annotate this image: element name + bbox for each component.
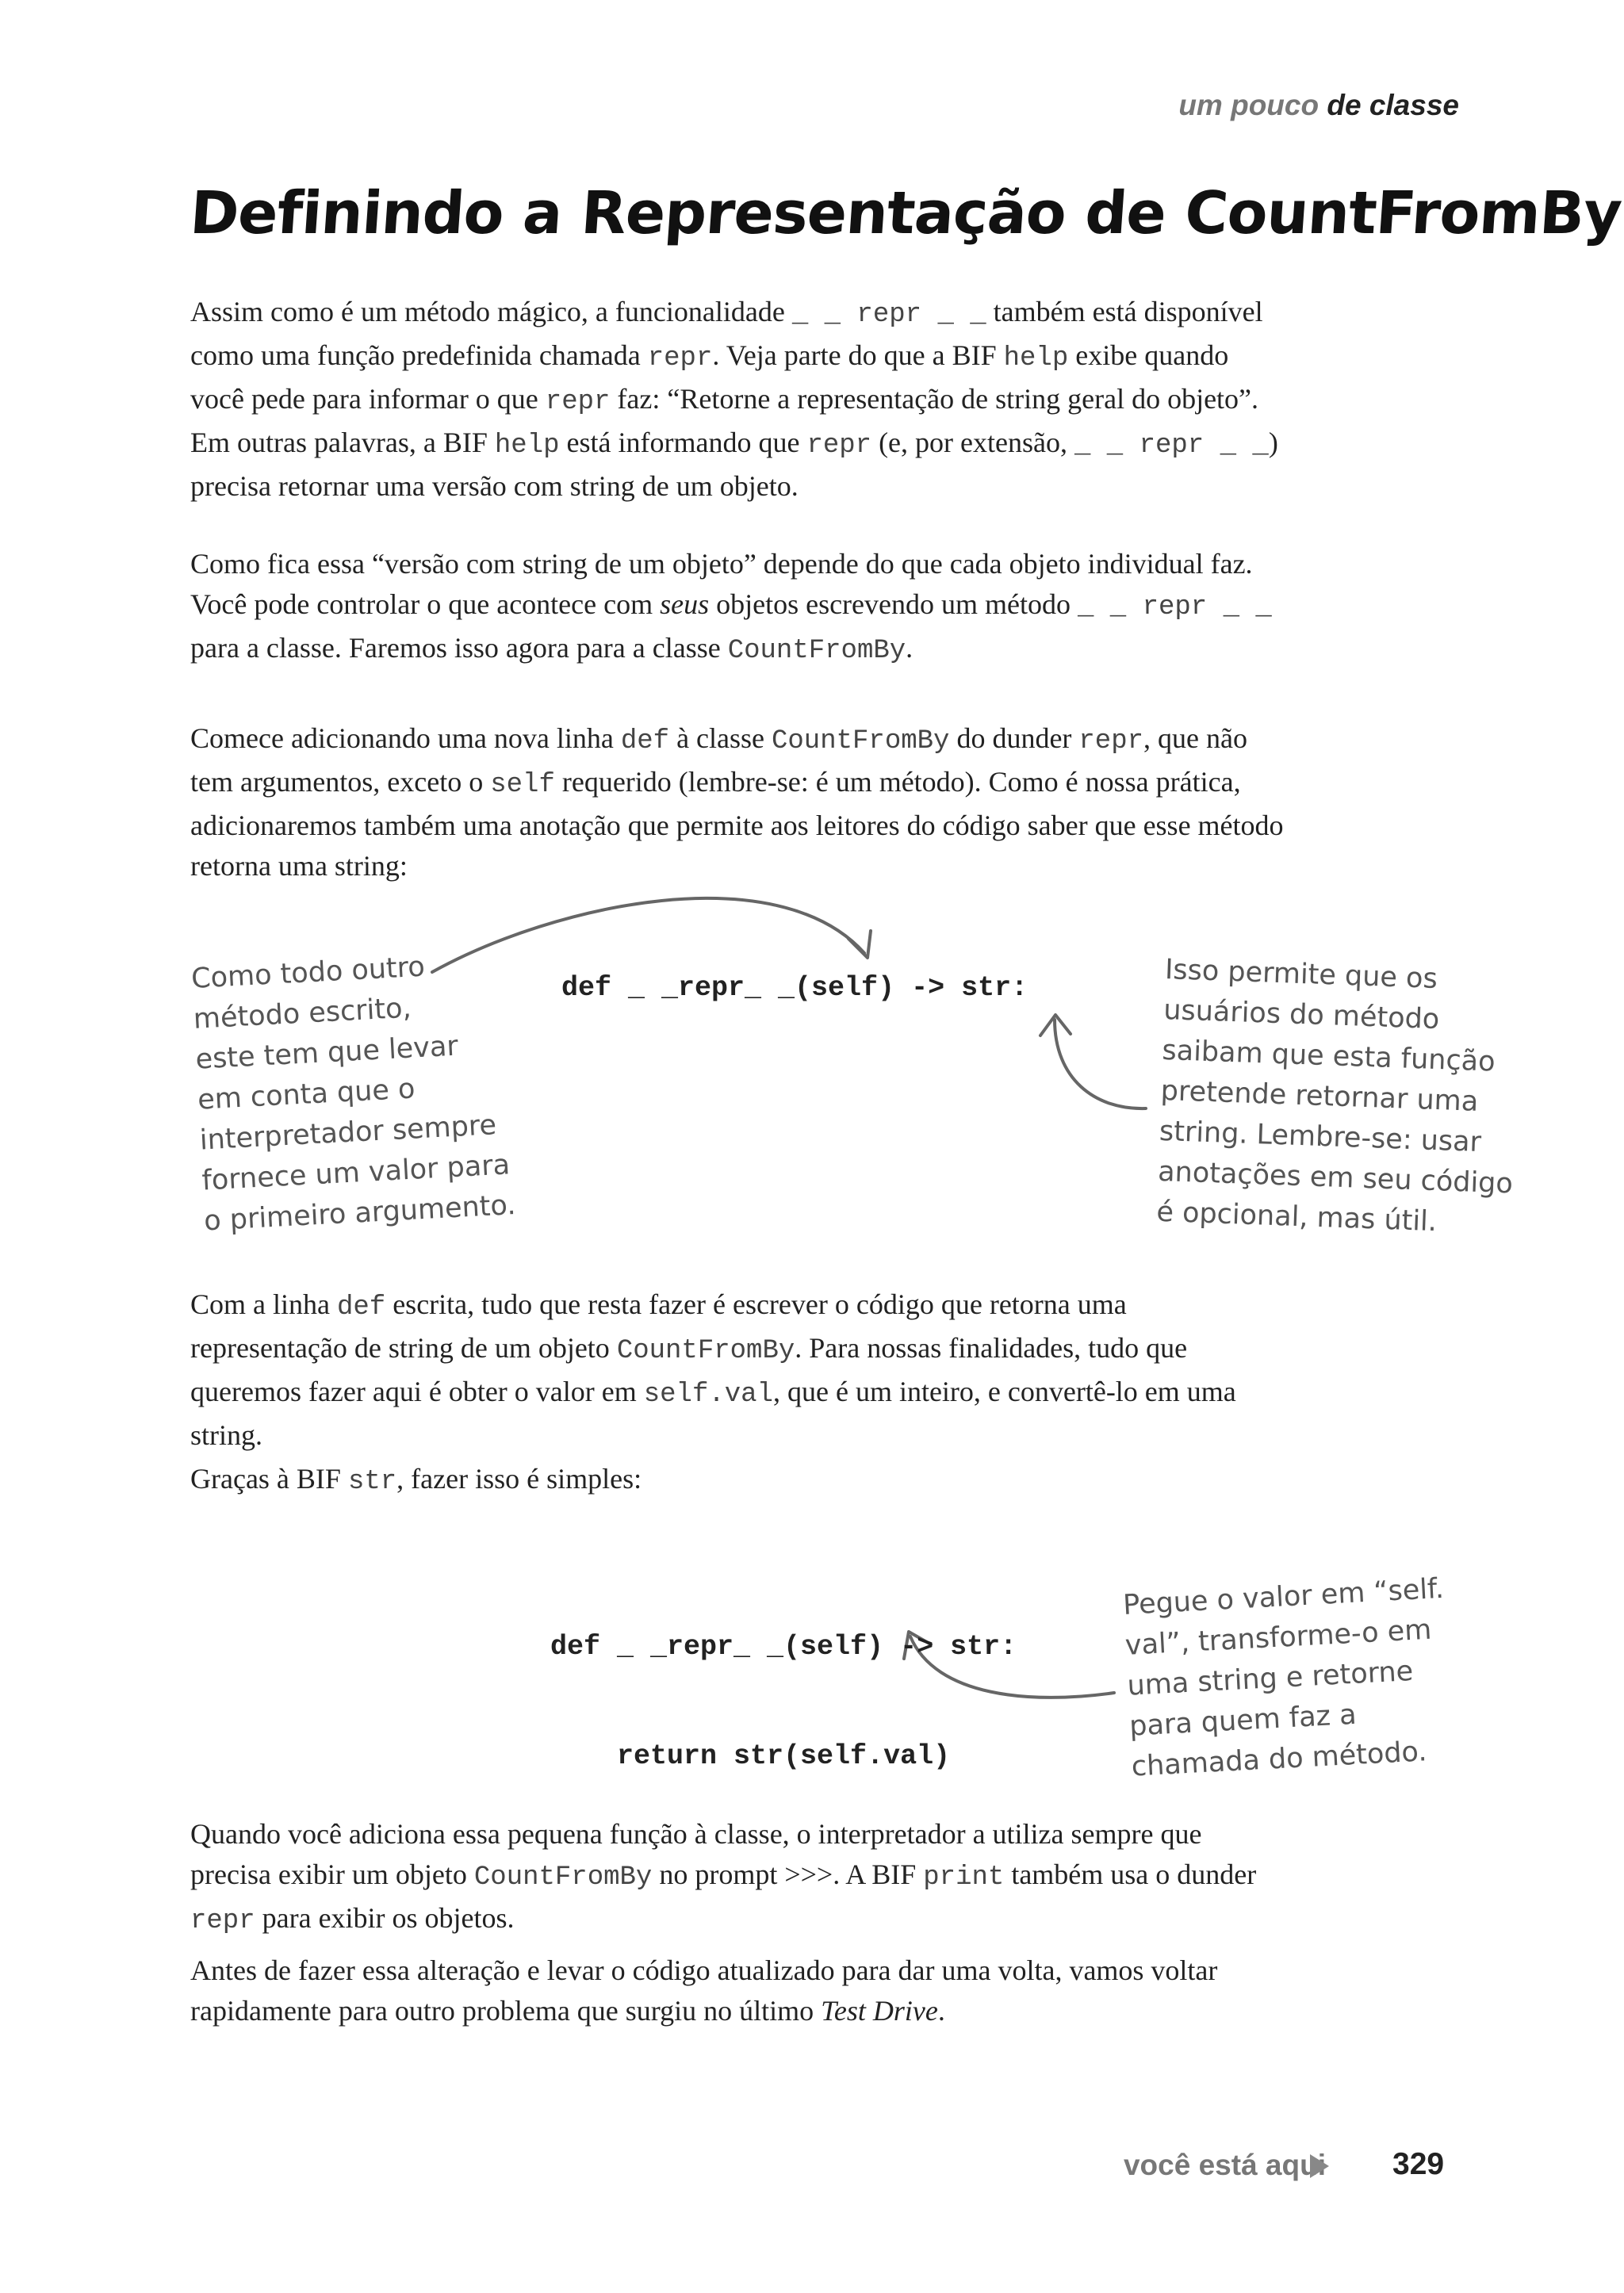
- inline-code: help: [494, 431, 560, 461]
- text: no prompt >>>. A BIF: [652, 1859, 924, 1890]
- inline-code: repr: [545, 387, 611, 417]
- text: também usa o dunder: [1004, 1859, 1257, 1890]
- inline-code: _ _ repr _ _: [791, 300, 986, 330]
- inline-code: def: [336, 1292, 386, 1323]
- inline-code: _ _ repr _ _: [1077, 592, 1272, 622]
- text: , fazer isso é simples:: [396, 1463, 642, 1495]
- text: para exibir os objetos.: [255, 1902, 515, 1934]
- text: Graças à BIF: [190, 1463, 348, 1495]
- page-number: 329: [1392, 2147, 1445, 2181]
- emphasis: seus: [660, 588, 710, 620]
- code-line-2: return str(self.val): [550, 1740, 951, 1772]
- inline-code: help: [1003, 343, 1069, 373]
- emphasis: Test Drive: [821, 1995, 938, 2027]
- paragraph-5: [190, 1459, 1285, 1503]
- footer-label: você está aqui: [1123, 2149, 1326, 2181]
- text: (e, por extensão,: [871, 427, 1074, 458]
- paragraph-4: [190, 1284, 1285, 1456]
- inline-code: _ _ repr _ _: [1074, 431, 1269, 461]
- arrow-to-self-head: [848, 931, 871, 958]
- text: para a classe. Faremos isso agora para a classe: [190, 632, 728, 664]
- text: Quando você adiciona essa pequena função à classe, o interpretador a utiliza sempre que precisa exibir um objeto: [190, 1818, 1202, 1890]
- text: escrita, tudo que resta fazer é escrever o código que retorna uma representação de string de um objeto: [190, 1288, 1127, 1364]
- inline-code: repr: [1078, 726, 1144, 756]
- inline-code: CountFromBy: [616, 1336, 795, 1366]
- inline-code: repr: [647, 343, 713, 373]
- inline-code: repr: [190, 1906, 255, 1936]
- text: . Veja parte do que a BIF: [712, 339, 1004, 371]
- text: à classe: [669, 722, 772, 754]
- inline-code: self: [490, 770, 555, 800]
- text: ) precisa retornar uma versão com string de um objeto.: [190, 427, 1278, 502]
- header-prefix: um pouco: [1178, 89, 1320, 121]
- handwritten-note-annotation: Isso permite que os usuários do método saibam que esta função pretende retornar uma string. Lembre-se: usar anotações em seu código é opcional, mas útil.: [1155, 953, 1514, 1238]
- header-emphasis: de classe: [1327, 89, 1459, 121]
- text: também está disponível como uma função predefinida chamada: [190, 296, 1263, 371]
- text: está informando que: [559, 427, 807, 458]
- inline-code: def: [620, 726, 670, 756]
- text: Assim como é um método mágico, a funcionalidade: [190, 296, 792, 327]
- text: , que é um inteiro, e convertê-lo em uma string.: [190, 1376, 1236, 1451]
- page-title: Definindo a Representação de CountFromBy: [187, 179, 1624, 247]
- text: exibe quando você pede para informar o que: [190, 339, 1229, 415]
- text: do dunder: [949, 722, 1079, 754]
- text: faz: “Retorne a representação de string geral do objeto”. Em outras palavras, a BIF: [190, 383, 1259, 458]
- handwritten-note-return: Pegue o valor em “self. val”, transforme-o em uma string e retorne para quem faz a chamada do método.: [1122, 1572, 1445, 1783]
- triangle-right-icon: [1310, 2154, 1329, 2178]
- text: objetos escrevendo um método: [709, 588, 1078, 620]
- code-line-1: def _ _repr_ _(self) -> str:: [550, 1631, 1017, 1663]
- inline-code: print: [923, 1862, 1005, 1893]
- handwritten-note-self: Como todo outro método escrito, este tem que levar em conta que o interpretador sempre fornece um valor para o primeiro argumento.: [190, 951, 517, 1238]
- inline-code: str: [347, 1467, 397, 1497]
- text: Como fica essa “versão com string de um objeto” depende do que cada objeto individual faz. Você pode controlar o que acontece com: [190, 548, 1253, 620]
- text: . Para nossas finalidades, tudo que queremos fazer aqui é obter o valor em: [190, 1332, 1188, 1407]
- inline-code: repr: [806, 431, 872, 461]
- text: requerido (lembre-se: é um método). Como é nossa prática, adicionaremos também uma anotação que permite aos leitores do código saber que esse método retorna uma string:: [190, 766, 1284, 882]
- paragraph-7: [190, 1950, 1285, 2031]
- text: Antes de fazer essa alteração e levar o código atualizado para dar uma volta, vamos voltar rapidamente para outro problema que surgiu no último: [190, 1954, 1218, 2027]
- inline-code: self.val: [643, 1380, 773, 1410]
- inline-code: CountFromBy: [727, 636, 906, 666]
- text: Comece adicionando uma nova linha: [190, 722, 621, 754]
- inline-code: CountFromBy: [772, 726, 950, 756]
- text: .: [906, 632, 914, 664]
- text: , que não tem argumentos, exceto o: [190, 722, 1247, 798]
- inline-code: CountFromBy: [473, 1862, 653, 1893]
- code-signature: def _ _repr_ _(self) -> str:: [561, 972, 1028, 1004]
- text: .: [937, 1995, 945, 2027]
- text: Com a linha: [190, 1288, 337, 1320]
- code-block-repr: [550, 1556, 1017, 1811]
- paragraph-6: [190, 1814, 1285, 1942]
